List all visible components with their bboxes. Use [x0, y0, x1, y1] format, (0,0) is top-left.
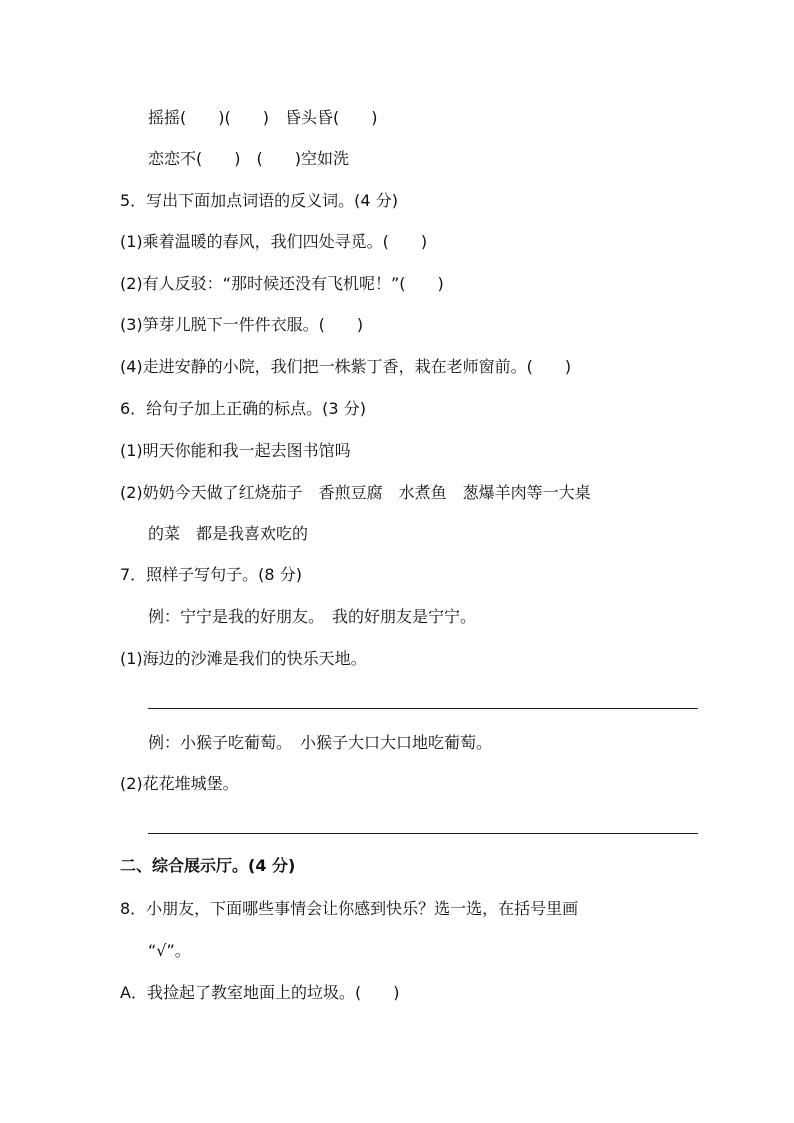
idiom-blanks-row-1: 摇摇( )( ) 昏头昏( )	[148, 108, 378, 127]
question-7-example-2: 例：小猴子吃葡萄。 小猴子大口大口地吃葡萄。	[148, 733, 493, 752]
question-5-title: 5．写出下面加点词语的反义词。(4 分)	[120, 191, 398, 210]
question-8-title: 8．小朋友，下面哪些事情会让你感到快乐？选一选，在括号里画	[120, 899, 579, 918]
question-5-item-1: (1)乘着温暖的春风，我们四处寻觅。( )	[120, 232, 428, 251]
answer-line-1[interactable]	[148, 708, 698, 709]
question-7-item-1: (1)海边的沙滩是我们的快乐天地。	[120, 649, 367, 668]
question-6-item-2-continued: 的菜 都是我喜欢吃的	[148, 524, 309, 543]
question-7-title: 7．照样子写句子。(8 分)	[120, 565, 302, 584]
question-5-item-2: (2)有人反驳：“那时候还没有飞机呢！”( )	[120, 274, 444, 293]
question-8-title-continued: “√”。	[148, 941, 191, 960]
question-7-example-1: 例：宁宁是我的好朋友。 我的好朋友是宁宁。	[148, 607, 477, 626]
question-8-option-a: A．我捡起了教室地面上的垃圾。( )	[120, 983, 400, 1002]
question-5-item-3: (3)笋芽儿脱下一件件衣服。( )	[120, 315, 364, 334]
question-7-item-2: (2)花花堆城堡。	[120, 774, 239, 793]
section-2-heading: 二、综合展示厅。(4 分)	[120, 856, 296, 875]
idiom-blanks-row-2: 恋恋不( ) ( )空如洗	[148, 149, 349, 168]
question-6-item-1: (1)明天你能和我一起去图书馆吗	[120, 441, 351, 460]
answer-line-2[interactable]	[148, 833, 698, 834]
question-6-title: 6．给句子加上正确的标点。(3 分)	[120, 399, 366, 418]
question-5-item-4: (4)走进安静的小院，我们把一株紫丁香，栽在老师窗前。( )	[120, 357, 572, 376]
question-6-item-2: (2)奶奶今天做了红烧茄子 香煎豆腐 水煮鱼 葱爆羊肉等一大桌	[120, 483, 591, 502]
